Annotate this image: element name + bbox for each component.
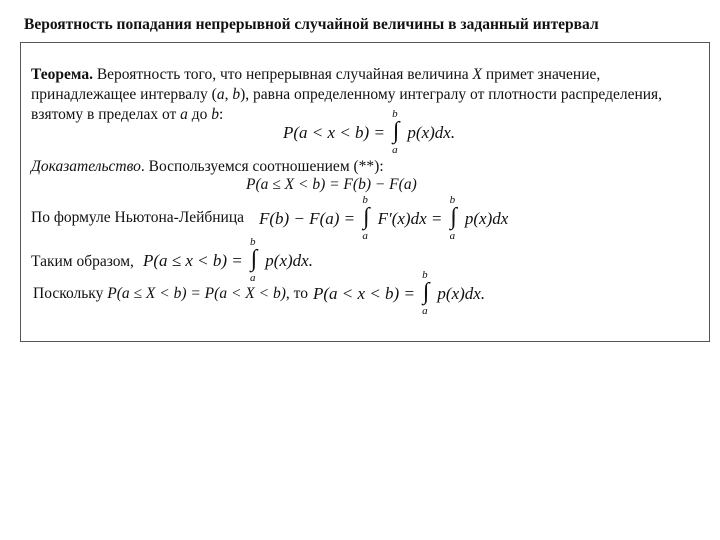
integral-lower-limit: a [422,305,428,317]
integral-sign: b ∫ a [449,194,457,242]
theorem-line-3 [31,105,223,125]
theorem-colon: : [219,106,224,123]
slide-title: Вероятность попадания непрерывной случайной величины в заданный интервал [24,16,599,33]
since-text-post: , то [285,285,308,302]
theorem-var-b2: b [211,106,220,123]
since-text [33,284,308,304]
thus-lhs: P(a ≤ x < b) = [143,251,243,270]
proof-text: . Воспользуемся соотношением (**): [140,158,384,175]
integral-sign: b ∫ a [362,194,370,242]
integral-upper-limit: b [362,194,368,206]
theorem-text-1: Вероятность того, что непрерывная случайная величина [96,66,473,83]
theorem-label: Теорема. [31,66,93,83]
integral-lower-limit: a [362,230,368,242]
integral-lower-limit: a [449,230,456,242]
newton-lhs: F(b) − F(a) = [259,209,356,228]
integral-upper-limit: b [422,269,428,281]
since-lhs: P(a < x < b) = [313,284,415,303]
proof-relation: P(a ≤ X < b) = F(b) − F(a) [246,176,417,193]
newton-formula [259,194,509,242]
theorem-text-3: взятому в пределах от [31,106,181,123]
integral-upper-limit: b [449,194,456,206]
theorem-var-a: a [216,86,225,103]
theorem-line-1 [31,65,600,85]
theorem-text-2: принадлежащее интервалу ( [31,86,217,103]
proof-label: Доказательство [31,158,141,175]
theorem-var-a2: a [180,106,188,123]
thus-rhs: p(x)dx. [265,251,313,270]
integral-upper-limit: b [392,108,398,120]
theorem-text-2b: ), равна определенному интегралу от плотности распределения, [240,86,663,103]
integral-sign: b ∫ a [392,108,400,156]
newton-rhs: p(x)dx [464,209,509,228]
since-rhs: p(x)dx. [437,284,486,303]
theorem-var-x: X [472,66,482,83]
theorem-text-1b: примет значение, [482,66,601,83]
newton-mid: F′(x)dx = [377,209,443,228]
theorem-line-2 [31,85,662,105]
thus-text: Таким образом, [31,253,134,270]
integral-upper-limit: b [250,236,256,248]
theorem-var-b: b [232,86,241,103]
since-text-pre: Поскольку [33,285,108,302]
integral-lower-limit: a [392,144,398,156]
theorem-formula-rhs: p(x)dx. [407,123,456,142]
theorem-formula [283,108,456,156]
since-relation: P(a ≤ X < b) = P(a < X < b) [107,285,286,302]
since-formula [313,269,486,317]
integral-sign: b ∫ a [422,269,430,317]
integral-sign: b ∫ a [250,236,258,284]
theorem-sep: , [224,86,233,103]
theorem-formula-lhs: P(a < x < b) = [283,123,385,142]
theorem-text-3b: до [187,106,212,123]
integral-lower-limit: a [250,272,256,284]
thus-formula [143,236,313,284]
newton-text: По формуле Ньютона-Лейбница [31,209,245,226]
proof-line [31,157,384,177]
